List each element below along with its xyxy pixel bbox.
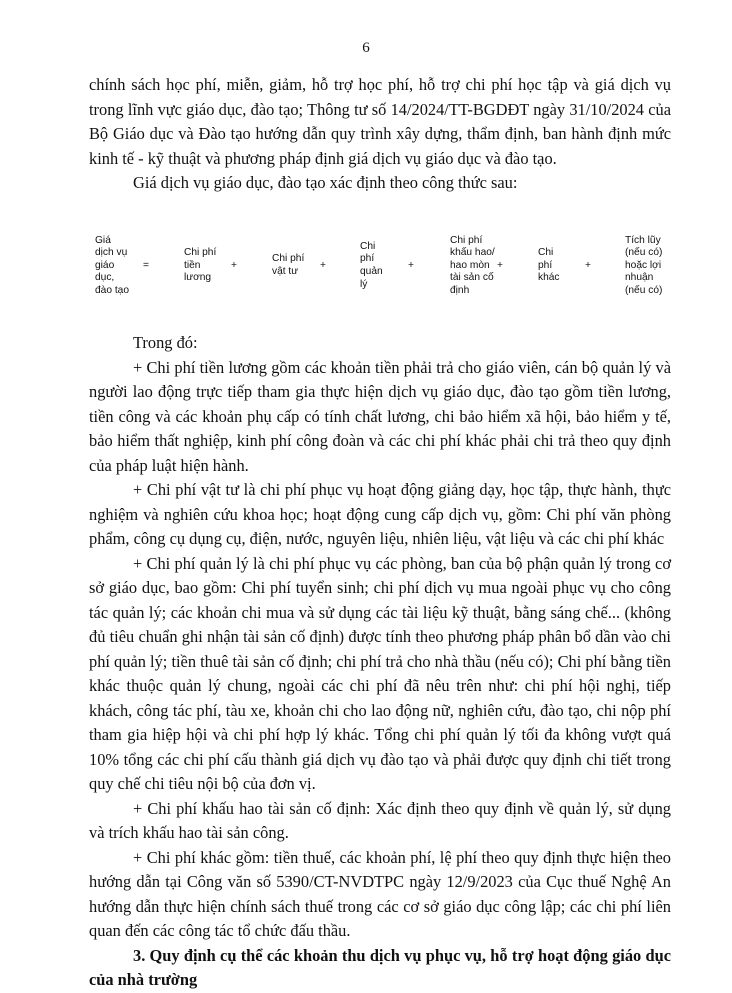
document-body-bottom — [89, 331, 671, 993]
page-number: 6 — [362, 40, 370, 56]
formula-term-other: Chi phí khác — [538, 247, 560, 284]
formula-intro: Giá dịch vụ giáo dục, đào tạo xác định theo công thức sau: — [133, 173, 518, 192]
formula-plus: + — [320, 259, 326, 271]
item-depreciation-cost: + Chi phí khấu hao tài sản cố định: Xác định theo quy định về quản lý, sử dụng và trích khấu hao tài sản công. — [89, 798, 671, 842]
item-other-cost: + Chi phí khác gồm: tiền thuế, các khoản phí, lệ phí theo quy định thực hiện theo hướng dẫn tại Công văn số 5390/CT-NVDTPC ngày 12/9/2023 của Cục thuế Nghệ An hướng dẫn thực hiện chính sách thuế trong các cơ sở giáo dục công lập; các chi phí liên quan đến các công tác tổ chức đấu thầu. — [89, 847, 671, 940]
formula-term-materials: Chi phí vật tư — [272, 253, 305, 277]
document-body-top — [89, 73, 671, 196]
where-label: Trong đó: — [133, 333, 198, 352]
formula-equals: = — [143, 259, 149, 271]
formula-term-accumulation: Tích lũy (nếu có) hoặc lợi nhuận (nếu có) — [625, 234, 663, 296]
price-formula — [89, 200, 671, 332]
section-heading: 3. Quy định cụ thể các khoản thu dịch vụ phục vụ, hỗ trợ hoạt động giáo dục của nhà trường — [89, 945, 671, 989]
formula-plus: + — [497, 259, 503, 271]
formula-plus: + — [585, 259, 591, 271]
formula-result: Giá dịch vụ giáo dục, đào tạo — [95, 234, 129, 296]
intro-paragraph: chính sách học phí, miễn, giảm, hỗ trợ học phí, hỗ trợ chi phí học tập và giá dịch vụ trong lĩnh vực giáo dục, đào tạo; Thông tư số 14/2024/TT-BGDĐT ngày 31/10/2024 của Bộ Giáo dục và Đào tạo hướng dẫn quy trình xây dựng, thẩm định, ban hành định mức kinh tế - kỹ thuật và phương pháp định giá dịch vụ giáo dục và đào tạo. — [89, 75, 671, 168]
formula-term-management: Chi phí quản lý — [360, 240, 383, 290]
item-management-cost: + Chi phí quản lý là chi phí phục vụ các phòng, ban của bộ phận quản lý trong cơ sở giáo dục, bao gồm: Chi phí tuyển sinh; chi phí dịch vụ mua ngoài phục vụ cho công tác quản lý; các khoản chi mua và sử dụng các tài liệu kỹ thuật, bằng sáng chế... (không đủ tiêu chuẩn ghi nhận tài sản cố định) được tính theo phương pháp phân bổ dần vào chi phí quản lý; tiền thuê tài sản cố định; chi phí trả cho nhà thầu (nếu có); Chi phí bằng tiền khác thuộc quản lý chung, ngoài các chi phí đã nêu trên như: chi phí hội nghị, tiếp khách, công tác phí, tàu xe, khoản chi cho lao động nữ, nghiên cứu, đào tạo, chi nộp phí tham gia hiệp hội và chi phí hợp lý khác. Tổng chi phí quản lý tối đa không vượt quá 10% tổng các chi phí cấu thành giá dịch vụ đào tạo và phải được quy định chi tiết trong quy chế chi tiêu nội bộ của đơn vị. — [89, 553, 671, 793]
formula-plus: + — [231, 259, 237, 271]
item-materials-cost: + Chi phí vật tư là chi phí phục vụ hoạt động giảng dạy, học tập, thực hành, thực nghiệm và nghiên cứu khoa học; hoạt động cung cấp dịch vụ, gồm: Chi phí văn phòng phẩm, công cụ dụng cụ, điện, nước, nguyên liệu, nhiên liệu, vật liệu và các chi phí khác — [89, 480, 671, 548]
formula-plus: + — [408, 259, 414, 271]
formula-term-depreciation: Chi phí khấu hao/ hao mòn tài sản cố định — [450, 234, 495, 296]
item-salary-cost: + Chi phí tiền lương gồm các khoản tiền phải trả cho giáo viên, cán bộ quản lý và người lao động trực tiếp tham gia thực hiện dịch vụ giáo dục, đào tạo gồm tiền lương, tiền công và các khoản phụ cấp có tính chất lương, chi bảo hiểm xã hội, bảo hiểm y tế, bảo hiểm thất nghiệp, kinh phí công đoàn và các chi phí khác phải chi trả theo quy định của pháp luật hiện hành. — [89, 357, 671, 475]
formula-term-salary: Chi phí tiền lương — [184, 247, 217, 284]
